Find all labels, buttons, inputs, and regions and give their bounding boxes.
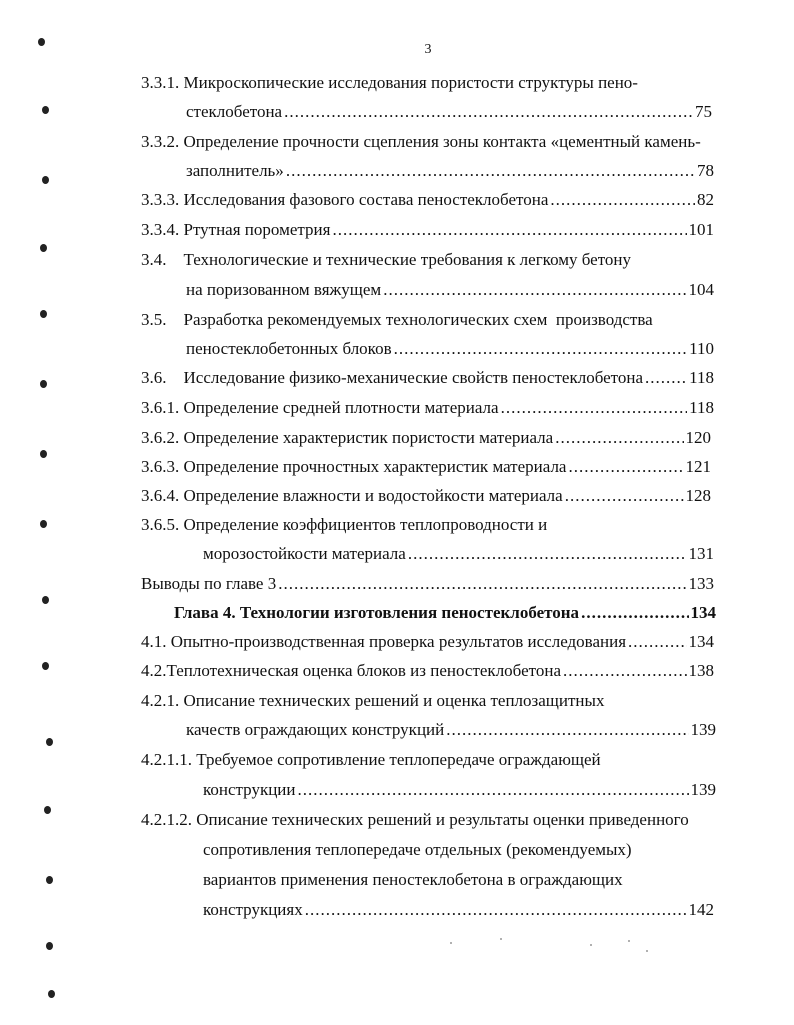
toc-entry-text: морозостойкости материала [203, 544, 406, 563]
toc-entry-text: пеностеклобетонных блоков [186, 339, 392, 358]
toc-page-number: 110 [689, 339, 714, 358]
binder-hole-mark [42, 176, 49, 184]
toc-line [141, 631, 714, 653]
dot-leader [278, 573, 686, 595]
page-number: 3 [424, 42, 432, 57]
toc-entry-text: 3.6.3. Определение прочностных характеристик материала [141, 457, 567, 476]
toc-line [141, 660, 714, 682]
toc-entry-text: Выводы по главе 3 [141, 574, 277, 593]
dot-leader [563, 660, 687, 682]
dot-leader [446, 719, 688, 741]
toc-line [186, 101, 712, 123]
toc-page-number: 134 [690, 603, 716, 622]
dot-leader [568, 456, 683, 478]
toc-line [141, 456, 711, 478]
binder-hole-mark [38, 38, 45, 46]
toc-line-chapter-heading [174, 602, 716, 624]
toc-entry-text: 3.4. Технологические и технические требования к легкому бетону [141, 250, 632, 269]
dot-leader [628, 631, 686, 653]
dot-leader [408, 543, 687, 565]
binder-hole-mark [46, 876, 53, 884]
toc-page-number: 121 [685, 457, 711, 476]
toc-line [203, 869, 623, 891]
toc-page-number: 104 [688, 280, 714, 299]
toc-line [141, 427, 711, 449]
toc-line [141, 514, 547, 536]
dot-leader [284, 101, 693, 123]
binder-hole-mark [48, 990, 55, 998]
toc-entry-text: 4.2.1.1. Требуемое сопротивление теплопередаче ограждающей [141, 750, 601, 769]
binder-hole-mark [40, 244, 47, 252]
toc-line [141, 573, 714, 595]
toc-entry-text: 3.6. Исследование физико-механические свойств пеностеклобетона [141, 368, 644, 387]
toc-page-number: 139 [690, 780, 716, 799]
binder-hole-mark [40, 380, 47, 388]
toc-page-number: 120 [685, 428, 711, 447]
binder-hole-mark [40, 450, 47, 458]
toc-line [141, 249, 631, 271]
dot-leader [286, 160, 695, 182]
toc-entry-text: 4.2.1.2. Описание технических решений и результаты оценки приведенного [141, 810, 689, 829]
toc-entry-text: 3.6.2. Определение характеристик пористости материала [141, 428, 554, 447]
toc-entry-text: на поризованном вяжущем [186, 280, 382, 299]
toc-page-number: 133 [688, 574, 714, 593]
dot-leader [305, 899, 687, 921]
scan-speck [500, 938, 502, 940]
toc-entry-text: 3.3.2. Определение прочности сцепления зоны контакта «цементный камень- [141, 132, 701, 151]
toc-line [203, 543, 714, 565]
dot-leader [565, 485, 684, 507]
dot-leader [298, 779, 689, 801]
toc-line [203, 779, 716, 801]
binder-hole-mark [42, 596, 49, 604]
toc-entry-text: 3.6.4. Определение влажности и водостойкости материала [141, 486, 563, 505]
binder-hole-mark [46, 738, 53, 746]
toc-line [186, 160, 714, 182]
toc-entry-text: конструкции [203, 780, 296, 799]
binder-hole-mark [40, 310, 47, 318]
toc-entry-text: вариантов применения пеностеклобетона в ограждающих [203, 870, 623, 889]
toc-entry-text: 3.5. Разработка рекомендуемых технологических схем производства [141, 310, 653, 329]
toc-entry-text: 3.3.1. Микроскопические исследования пористости структуры пено- [141, 73, 638, 92]
toc-entry-text: 3.3.3. Исследования фазового состава пеностеклобетона [141, 190, 549, 209]
toc-line [141, 309, 653, 331]
toc-line [141, 485, 711, 507]
toc-page-number: 78 [697, 161, 714, 180]
toc-entry-text: 4.1. Опытно-производственная проверка результатов исследования [141, 632, 627, 651]
dot-leader [645, 367, 687, 389]
scan-speck [628, 940, 630, 942]
toc-page-number: 134 [688, 632, 714, 651]
binder-hole-mark [40, 520, 47, 528]
toc-page-number: 101 [688, 220, 714, 239]
toc-entry-text: конструкциях [203, 900, 303, 919]
scan-speck [450, 942, 452, 944]
toc-page-number: 131 [688, 544, 714, 563]
binder-hole-mark [42, 106, 49, 114]
toc-entry-text: 3.6.5. Определение коэффициентов теплопроводности и [141, 515, 548, 534]
toc-page-number: 118 [689, 368, 714, 387]
dot-leader [394, 338, 688, 360]
toc-line [141, 367, 714, 389]
dot-leader [581, 602, 688, 624]
toc-entry-text: заполнитель» [186, 161, 284, 180]
dot-leader [501, 397, 688, 419]
toc-line [203, 899, 714, 921]
toc-line [141, 690, 604, 712]
dot-leader [332, 219, 686, 241]
toc-line [141, 809, 689, 831]
dot-leader [383, 279, 686, 301]
toc-page-number: 82 [697, 190, 714, 209]
toc-line [141, 219, 714, 241]
toc-line [186, 338, 714, 360]
toc-entry-text: Глава 4. Технологии изготовления пеностеклобетона [174, 603, 580, 622]
scan-speck [646, 950, 648, 952]
toc-line [141, 749, 601, 771]
toc-line [141, 397, 714, 419]
toc-entry-text: 3.3.4. Ртутная порометрия [141, 220, 331, 239]
toc-line [186, 279, 714, 301]
binder-hole-mark [46, 942, 53, 950]
toc-entry-text: сопротивления теплопередаче отдельных (рекомендуемых) [203, 840, 632, 859]
toc-entry-text: стеклобетона [186, 102, 283, 121]
binder-hole-mark [44, 806, 51, 814]
binder-hole-mark [42, 662, 49, 670]
toc-entry-text: 3.6.1. Определение средней плотности материала [141, 398, 499, 417]
toc-line [203, 839, 632, 861]
scan-speck [590, 944, 592, 946]
dot-leader [555, 427, 683, 449]
toc-page-number: 118 [689, 398, 714, 417]
toc-page-number: 128 [685, 486, 711, 505]
toc-line [186, 719, 716, 741]
toc-entry-text: 4.2.1. Описание технических решений и оценка теплозащитных [141, 691, 605, 710]
toc-line [141, 189, 714, 211]
toc-page-number: 138 [688, 661, 714, 680]
toc-line [141, 131, 701, 153]
toc-entry-text: качеств ограждающих конструкций [186, 720, 445, 739]
toc-page-number: 75 [695, 102, 712, 121]
toc-entry-text: 4.2.Теплотехническая оценка блоков из пеностеклобетона [141, 661, 561, 680]
toc-page-number: 142 [688, 900, 714, 919]
dot-leader [550, 189, 695, 211]
toc-page-number: 139 [690, 720, 716, 739]
toc-line [141, 72, 638, 94]
